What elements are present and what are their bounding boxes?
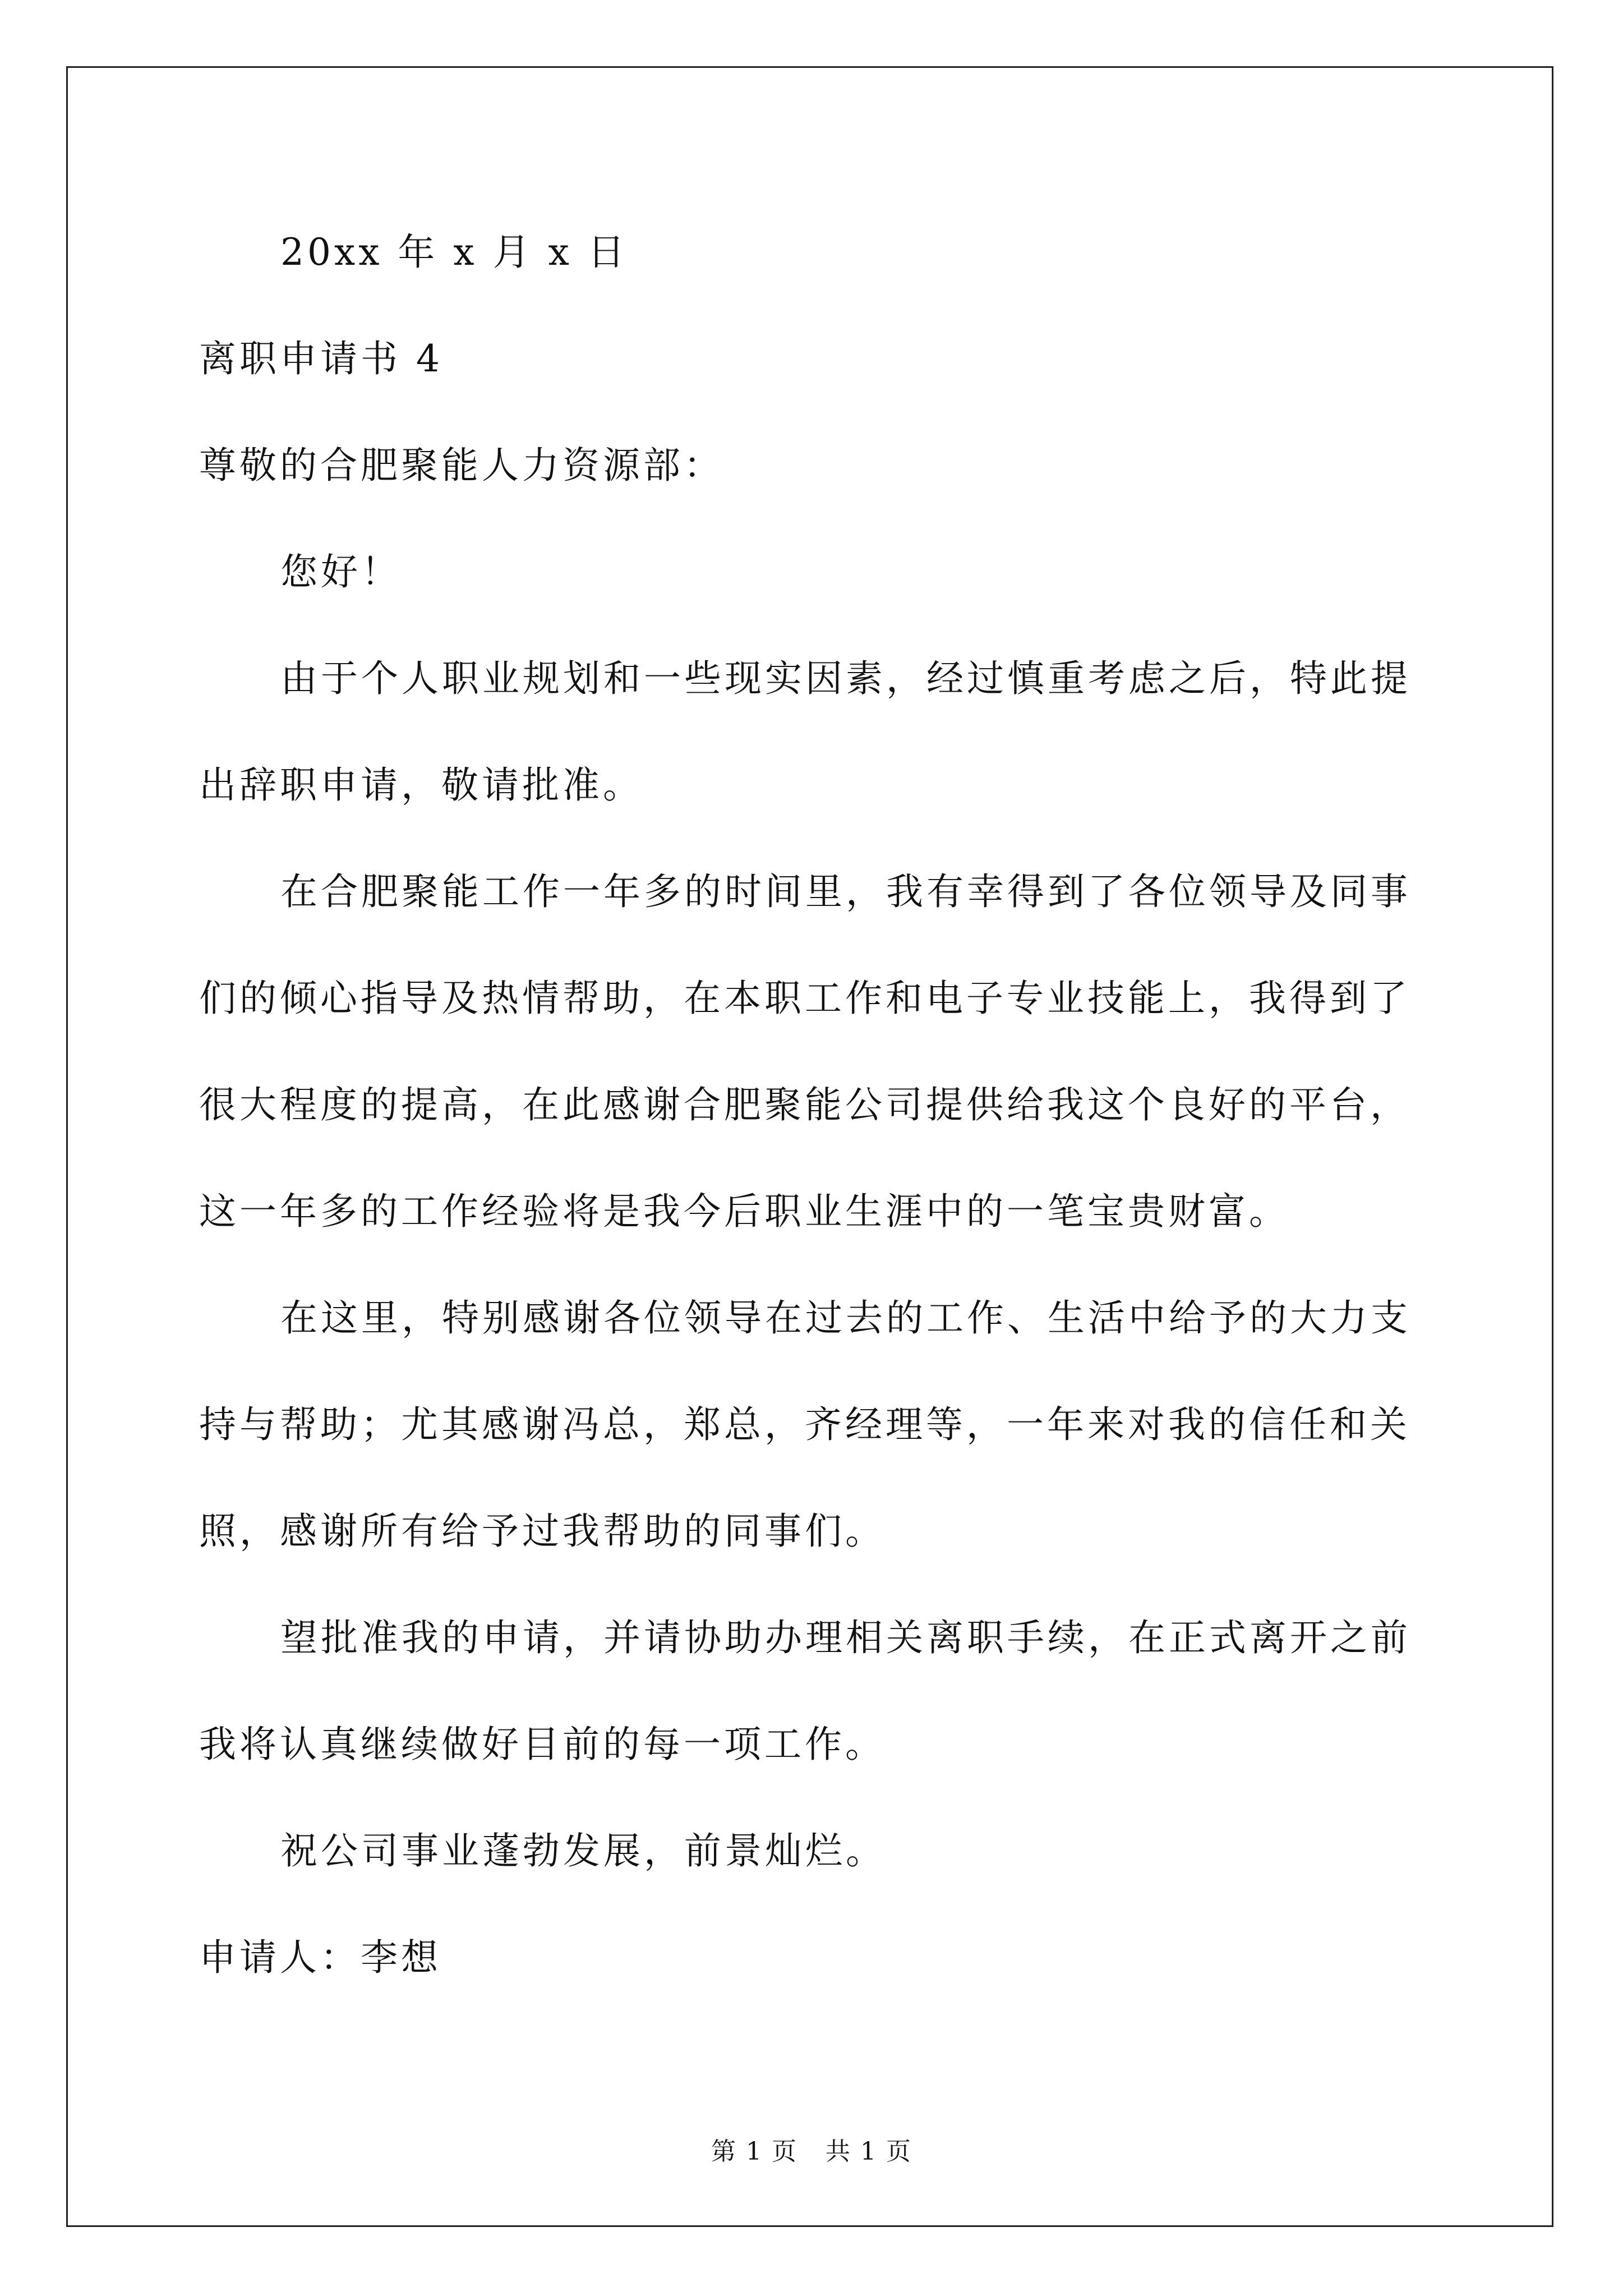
- page-footer: [0, 2136, 1623, 2168]
- paragraph-line: 望批准我的申请，并请协助办理相关离职手续，在正式离开之前: [280, 1616, 1411, 1659]
- page-border: [66, 66, 1553, 2227]
- paragraph-line: 这一年多的工作经验将是我今后职业生涯中的一笔宝贵财富。: [199, 1190, 1289, 1233]
- paragraph-line: 出辞职申请，敬请批准。: [199, 763, 643, 807]
- page-number: 第 1 页: [711, 2137, 797, 2166]
- paragraph-line: 祝公司事业蓬勃发展，前景灿烂。: [280, 1829, 886, 1872]
- paragraph-line: 持与帮助；尤其感谢冯总，郑总，齐经理等，一年来对我的信任和关: [199, 1403, 1410, 1446]
- date-line: 20xx 年 x 月 x 日: [280, 231, 628, 274]
- salutation: 尊敬的合肥聚能人力资源部：: [199, 444, 724, 487]
- paragraph-line: 照，感谢所有给予过我帮助的同事们。: [199, 1510, 886, 1553]
- total-pages: 共 1 页: [826, 2137, 912, 2166]
- paragraph-line: 我将认真继续做好目前的每一项工作。: [199, 1723, 886, 1766]
- paragraph-line: 们的倾心指导及热情帮助，在本职工作和电子专业技能上，我得到了: [199, 977, 1410, 1020]
- document-title: 离职申请书 4: [199, 337, 443, 380]
- paragraph-line: 在这里，特别感谢各位领导在过去的工作、生活中给予的大力支: [280, 1296, 1411, 1340]
- applicant-signature: 申请人：李想: [199, 1936, 441, 1979]
- paragraph-line: 很大程度的提高，在此感谢合肥聚能公司提供给我这个良好的平台，: [199, 1083, 1410, 1126]
- paragraph-line: 由于个人职业规划和一些现实因素，经过慎重考虑之后，特此提: [280, 657, 1411, 700]
- paragraph-line: 在合肥聚能工作一年多的时间里，我有幸得到了各位领导及同事: [280, 870, 1411, 913]
- greeting: 您好！: [280, 550, 402, 593]
